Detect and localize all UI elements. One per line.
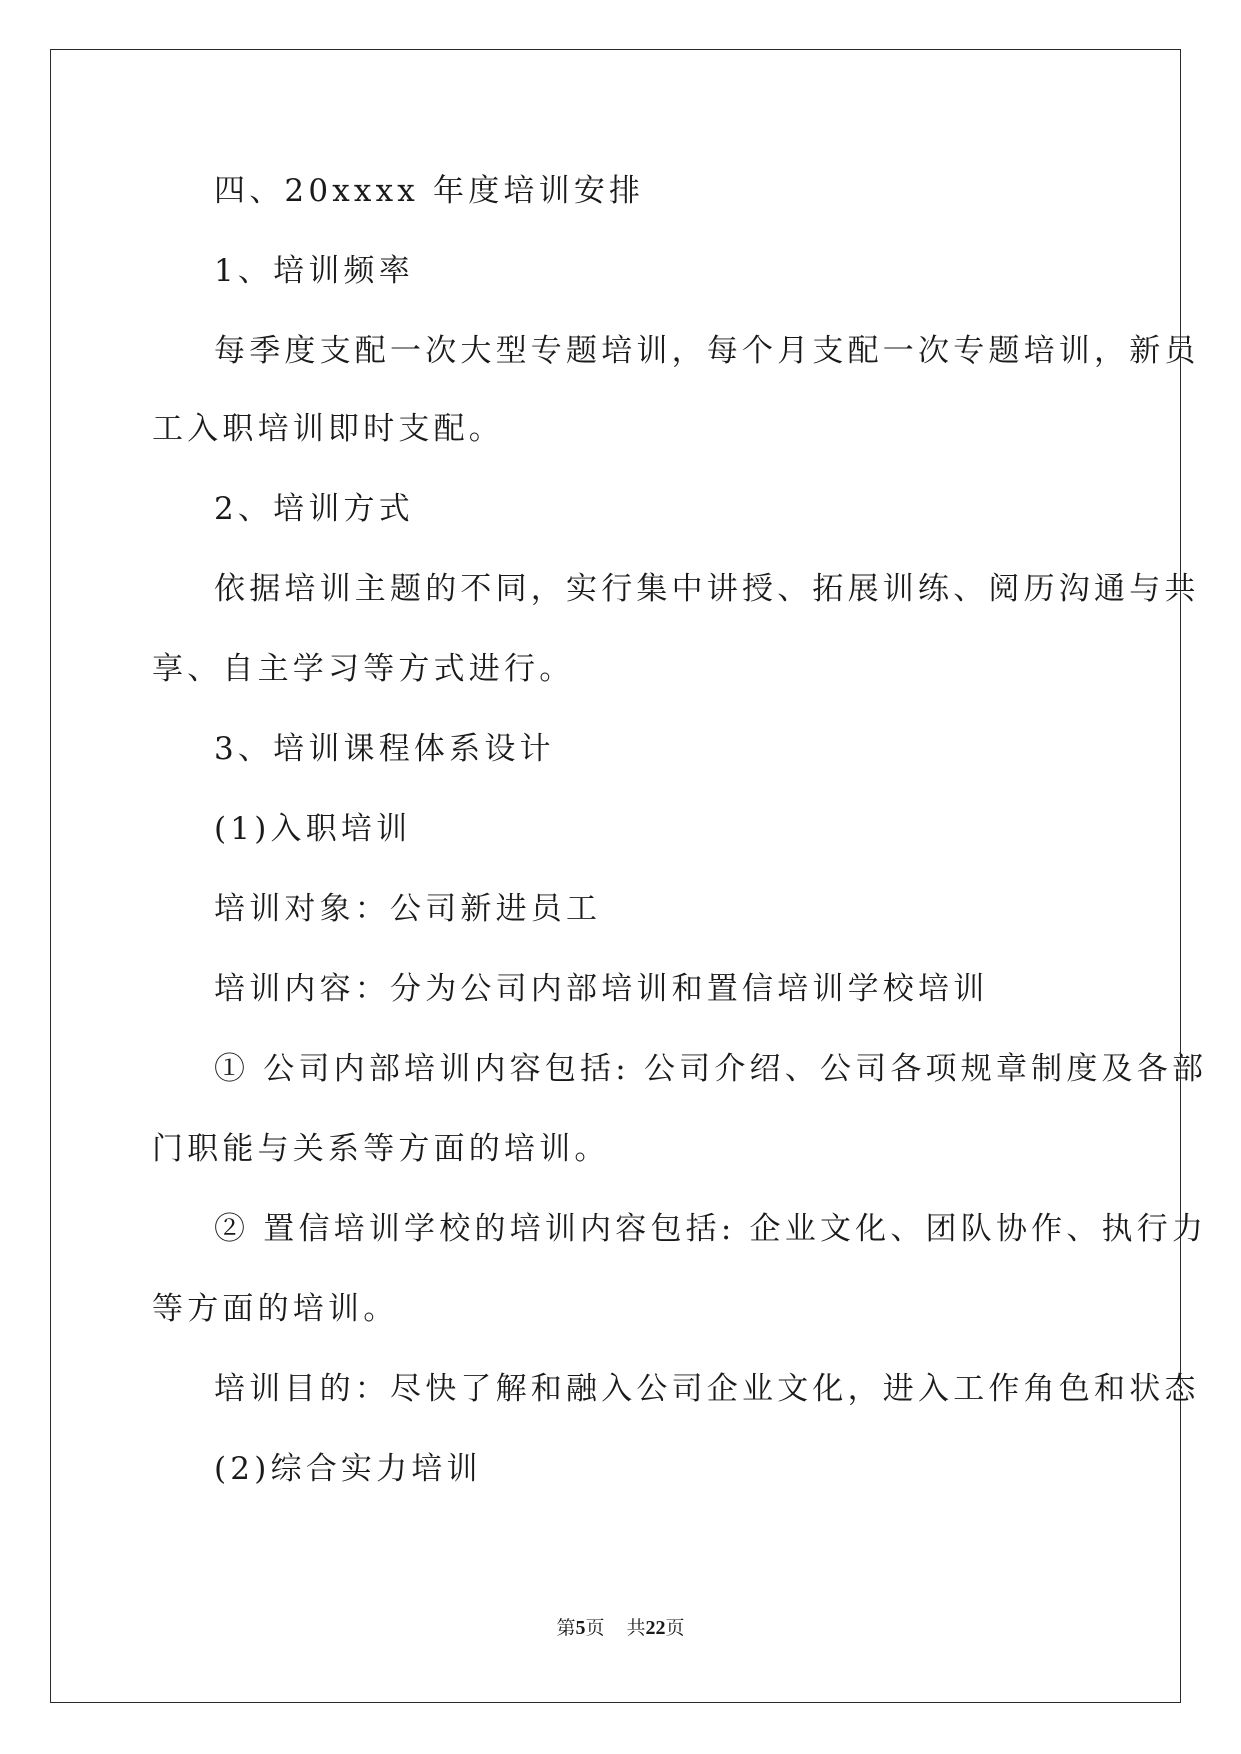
paragraph-line: 门职能与关系等方面的培训。 — [152, 1131, 610, 1167]
subheading-method: 2、培训方式 — [214, 491, 414, 527]
footer-prefix: 第 — [556, 1617, 576, 1639]
paragraph-line: 工入职培训即时支配。 — [152, 411, 504, 447]
footer-total-prefix: 共 — [626, 1617, 646, 1639]
paragraph-line: 培训对象：公司新进员工 — [214, 891, 602, 927]
current-page-number: 5 — [575, 1617, 586, 1639]
paragraph-line: 享、自主学习等方式进行。 — [152, 651, 575, 687]
subheading-frequency: 1、培训频率 — [214, 253, 414, 289]
subheading-onboarding: (1)入职培训 — [214, 811, 412, 847]
section-heading: 四、20xxxx 年度培训安排 — [214, 173, 645, 209]
paragraph-line: 培训目的：尽快了解和融入公司企业文化，进入工作角色和状态 — [214, 1371, 1200, 1407]
footer-suffix: 页 — [585, 1617, 605, 1639]
paragraph-line: ① 公司内部培训内容包括: 公司介绍、公司各项规章制度及各部 — [214, 1051, 1208, 1087]
total-pages: 22 — [645, 1617, 666, 1639]
paragraph-line: 依据培训主题的不同，实行集中讲授、拓展训练、阅历沟通与共 — [214, 571, 1200, 607]
paragraph-line: 等方面的培训。 — [152, 1291, 399, 1327]
page-footer — [0, 1615, 1241, 1641]
paragraph-line: 培训内容：分为公司内部培训和置信培训学校培训 — [214, 971, 989, 1007]
paragraph-line: ② 置信培训学校的培训内容包括: 企业文化、团队协作、执行力 — [214, 1211, 1208, 1247]
subheading-comprehensive: (2)综合实力培训 — [214, 1451, 482, 1487]
footer-total-suffix: 页 — [665, 1617, 685, 1639]
paragraph-line: 每季度支配一次大型专题培训，每个月支配一次专题培训，新员 — [214, 333, 1200, 369]
subheading-curriculum: 3、培训课程体系设计 — [214, 731, 555, 767]
